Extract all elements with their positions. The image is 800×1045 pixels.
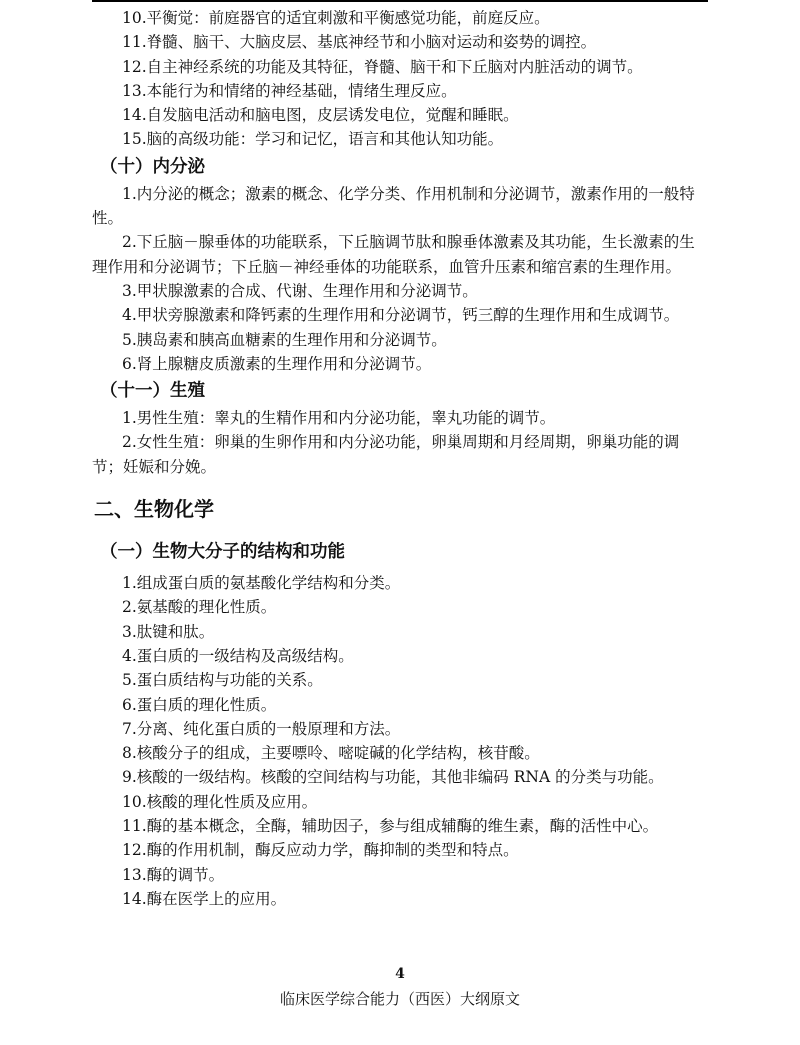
biochem-list <box>92 571 708 911</box>
list-item: 15.脑的高级功能：学习和记忆，语言和其他认知功能。 <box>122 130 504 149</box>
list-item: 10.平衡觉：前庭器官的适宜刺激和平衡感觉功能，前庭反应。 <box>122 9 550 27</box>
list-item: 13.本能行为和情绪的神经基础，情绪生理反应。 <box>122 81 457 100</box>
reproduction-list <box>92 406 708 479</box>
section-heading-macromolecules: （一）生物大分子的结构和功能 <box>100 542 345 563</box>
list-item: 2.女性生殖：卵巢的生卵作用和内分泌功能，卵巢周期和月经周期，卵巢功能的调节；妊娠和分娩。 <box>92 433 680 476</box>
page-number: 4 <box>395 966 405 982</box>
list-item: 2.氨基酸的理化性质。 <box>122 598 277 617</box>
document-footer-title: 临床医学综合能力（西医）大纲原文 <box>279 990 520 1008</box>
nervous-system-list <box>92 6 708 152</box>
section-heading-endocrine: （十）内分泌 <box>100 156 205 177</box>
list-item: 11.脊髓、脑干、大脑皮层、基底神经节和小脑对运动和姿势的调控。 <box>122 33 597 52</box>
top-rule <box>92 0 708 2</box>
list-item: 7.分离、纯化蛋白质的一般原理和方法。 <box>122 719 401 738</box>
list-item: 12.酶的作用机制，酶反应动力学，酶抑制的类型和特点。 <box>122 841 519 860</box>
endocrine-list <box>92 182 708 376</box>
list-item: 4.蛋白质的一级结构及高级结构。 <box>122 646 354 665</box>
list-item: 14.酶在医学上的应用。 <box>122 889 287 908</box>
list-item: 5.蛋白质结构与功能的关系。 <box>122 671 323 690</box>
list-item: 14.自发脑电活动和脑电图，皮层诱发电位，觉醒和睡眠。 <box>122 106 519 125</box>
chapter-heading-biochemistry: 二、生物化学 <box>94 497 214 522</box>
list-item: 2.下丘脑－腺垂体的功能联系，下丘脑调节肽和腺垂体激素及其功能，生长激素的生理作用和分泌调节；下丘脑－神经垂体的功能联系，血管升压素和缩宫素的生理作用。 <box>92 233 695 276</box>
list-item: 1.内分泌的概念；激素的概念、化学分类、作用机制和分泌调节，激素作用的一般特性。 <box>92 184 695 228</box>
list-item: 8.核酸分子的组成，主要嘌呤、嘧啶碱的化学结构，核苷酸。 <box>122 744 540 763</box>
list-item: 3.甲状腺激素的合成、代谢、生理作用和分泌调节。 <box>122 281 478 300</box>
list-item: 6.肾上腺糖皮质激素的生理作用和分泌调节。 <box>122 354 432 373</box>
list-item: 13.酶的调节。 <box>122 865 225 884</box>
list-item: 3.肽键和肽。 <box>122 622 215 641</box>
list-item: 4.甲状旁腺激素和降钙素的生理作用和分泌调节，钙三醇的生理作用和生成调节。 <box>122 306 680 325</box>
list-item: 1.组成蛋白质的氨基酸化学结构和分类。 <box>122 574 401 593</box>
list-item: 6.蛋白质的理化性质。 <box>122 695 277 714</box>
list-item: 9.核酸的一级结构。核酸的空间结构与功能，其他非编码 RNA 的分类与功能。 <box>122 768 664 787</box>
list-item: 12.自主神经系统的功能及其特征，脊髓、脑干和下丘脑对内脏活动的调节。 <box>122 57 643 76</box>
section-heading-reproduction: （十一）生殖 <box>100 381 205 402</box>
list-item: 11.酶的基本概念，全酶，辅助因子，参与组成辅酶的维生素，酶的活性中心。 <box>122 817 659 836</box>
list-item: 1.男性生殖：睾丸的生精作用和内分泌功能，睾丸功能的调节。 <box>122 409 556 428</box>
list-item: 10.核酸的理化性质及应用。 <box>122 792 318 811</box>
document-body <box>92 6 708 911</box>
list-item: 5.胰岛素和胰高血糖素的生理作用和分泌调节。 <box>122 330 447 349</box>
